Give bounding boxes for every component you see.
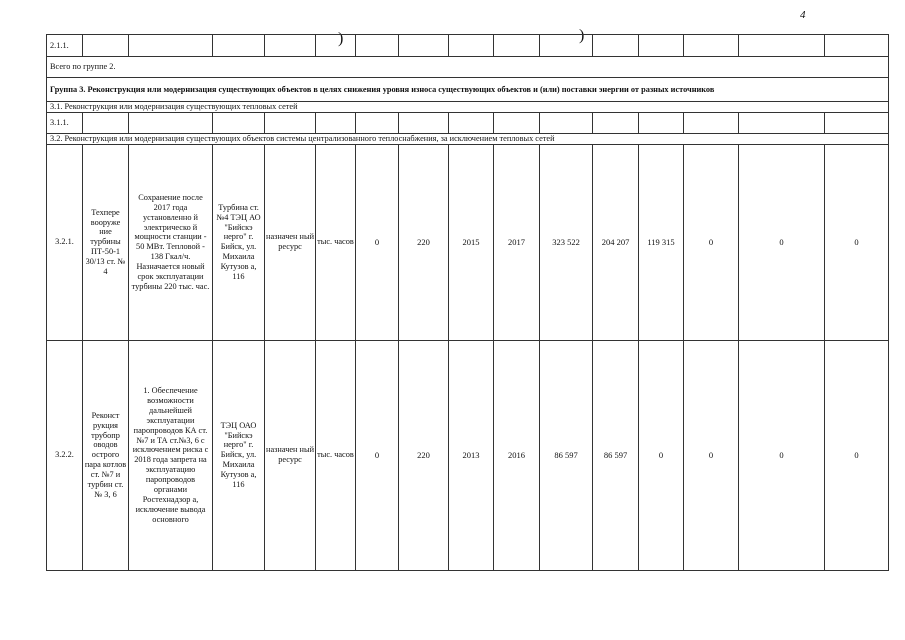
table-row (47, 78, 889, 102)
table-row (47, 133, 889, 144)
item-start-year: 2015 (449, 144, 494, 340)
table-row (47, 57, 889, 78)
item-cost-c2: 0 (739, 144, 825, 340)
item-indicator: назначен ный ресурс (265, 340, 316, 570)
item-cost-total: 323 522 (540, 144, 593, 340)
item-cost-a: 86 597 (593, 340, 639, 570)
item-value-before: 0 (356, 144, 399, 340)
item-code: 3.2.2. (47, 340, 83, 570)
table-row (47, 340, 889, 570)
item-value-after: 220 (399, 340, 449, 570)
group-3-title: Реконструкция или модернизация существующих объектов в целях снижения уровня износа существующих объектов и (или) поставки энергии от разных источников (85, 84, 715, 94)
total-group-2: Всего по группе 2. (47, 57, 889, 78)
item-end-year: 2016 (494, 340, 540, 570)
table-row (47, 102, 889, 113)
item-value-before: 0 (356, 340, 399, 570)
bracket-mark: ) (338, 30, 344, 47)
item-start-year: 2013 (449, 340, 494, 570)
item-value-after: 220 (399, 144, 449, 340)
item-cost-c2: 0 (739, 340, 825, 570)
item-purpose: 1. Обеспечение возможности дальнейшей эксплуатации паропроводов КА ст. №7 и ТА ст.№3, 6 с исключением риска с 2018 года запрета на эксплуатацию паропроводов органами Ростехнадзор а, исключение вывода основного (129, 340, 213, 570)
page-number: 4 (800, 9, 806, 21)
item-cost-c3: 0 (825, 144, 889, 340)
row-code: 3.1.1. (47, 112, 83, 133)
item-cost-b: 119 315 (639, 144, 684, 340)
item-cost-c3: 0 (825, 340, 889, 570)
item-cost-c1: 0 (684, 144, 739, 340)
table-row (47, 144, 889, 340)
item-name: Реконст рукция трубопр оводов острого пара котлов ст. №7 и турбин ст. № 3, 6 (83, 340, 129, 570)
item-code: 3.2.1. (47, 144, 83, 340)
item-cost-c1: 0 (684, 340, 739, 570)
item-unit: тыс. часов (316, 144, 356, 340)
item-unit: тыс. часов (316, 340, 356, 570)
item-cost-a: 204 207 (593, 144, 639, 340)
item-name: Техпере вооруже ние турбины ПТ-50-1 30/13 ст. № 4 (83, 144, 129, 340)
group-3-label: Группа 3. (50, 84, 86, 94)
table-row (47, 112, 889, 133)
item-end-year: 2017 (494, 144, 540, 340)
investment-table (46, 34, 889, 571)
section-3-1: 3.1. Реконструкция или модернизация существующих тепловых сетей (47, 102, 889, 113)
item-indicator: назначен ный ресурс (265, 144, 316, 340)
item-cost-b: 0 (639, 340, 684, 570)
item-cost-total: 86 597 (540, 340, 593, 570)
section-3-2: 3.2. Реконструкция или модернизация существующих объектов системы централизованного теплоснабжения, за исключением тепловых сетей (47, 133, 889, 144)
item-location: Турбина ст.№4 ТЭЦ АО "Бийскэ нерго" г. Бийск, ул. Михаила Кутузов а, 116 (213, 144, 265, 340)
item-location: ТЭЦ ОАО "Бийскэ нерго" г. Бийск, ул. Михаила Кутузов а, 116 (213, 340, 265, 570)
group-3-header (47, 78, 889, 102)
item-purpose: Сохранение после 2017 года установленно й электрическо й мощности станции - 50 МВт. Тепловой - 138 Гкал/ч. Назначается новый срок эксплуатации турбины 220 тыс. час. (129, 144, 213, 340)
table-row (47, 35, 889, 57)
bracket-mark: ) (579, 27, 585, 44)
row-code: 2.1.1. (47, 35, 83, 57)
